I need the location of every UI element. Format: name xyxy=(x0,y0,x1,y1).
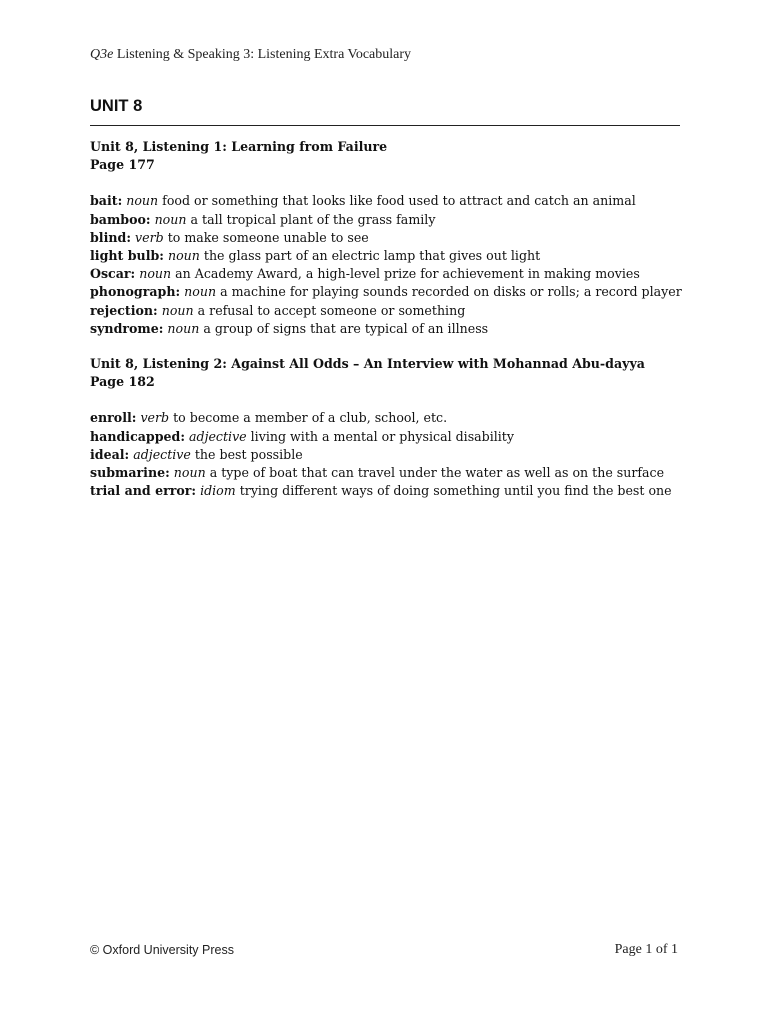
vocab-term: handicapped: xyxy=(90,428,185,444)
vocab-definition: a tall tropical plant of the grass family xyxy=(190,211,436,227)
part-of-speech: verb xyxy=(140,410,170,426)
vocab-definition: the best possible xyxy=(194,446,303,462)
vocab-entry xyxy=(90,283,690,301)
publisher-copyright: © Oxford University Press xyxy=(90,943,234,957)
page-number: Page 1 of 1 xyxy=(614,942,678,957)
vocab-entry xyxy=(90,211,690,229)
vocab-term: Oscar: xyxy=(90,266,136,282)
part-of-speech: noun xyxy=(184,284,217,300)
document-title: Listening & Speaking 3: Listening Extra Vocabulary xyxy=(113,47,412,62)
section-listening-1 xyxy=(90,138,690,338)
vocab-definition: to become a member of a club, school, etc. xyxy=(173,410,448,426)
vocab-entry xyxy=(90,320,690,338)
part-of-speech: noun xyxy=(167,320,200,336)
unit-divider xyxy=(90,125,680,126)
vocab-term: bait: xyxy=(90,193,123,209)
section-page-reference: Page 177 xyxy=(90,157,155,173)
part-of-speech: adjective xyxy=(189,428,247,444)
vocab-term: bamboo: xyxy=(90,211,151,227)
vocab-definition: a group of signs that are typical of an illness xyxy=(203,320,489,336)
vocab-entry xyxy=(90,428,690,446)
vocab-entry xyxy=(90,446,690,464)
vocab-definition: an Academy Award, a high-level prize for achievement in making movies xyxy=(175,266,640,282)
vocab-entry xyxy=(90,482,690,500)
vocabulary-content xyxy=(90,138,690,517)
part-of-speech: noun xyxy=(173,465,206,481)
vocab-definition: living with a mental or physical disability xyxy=(250,428,514,444)
series-name: Q3e xyxy=(90,47,114,62)
vocab-entry xyxy=(90,409,690,427)
vocab-term: phonograph: xyxy=(90,284,181,300)
vocab-term: blind: xyxy=(90,229,131,245)
vocab-definition: a type of boat that can travel under the water as well as on the surface xyxy=(209,465,665,481)
vocab-term: submarine: xyxy=(90,465,170,481)
vocab-definition: trying different ways of doing something until you find the best one xyxy=(239,483,672,499)
running-header xyxy=(90,47,411,63)
vocab-definition: the glass part of an electric lamp that gives out light xyxy=(203,248,541,264)
vocab-entry xyxy=(90,302,690,320)
section-heading: Unit 8, Listening 1: Learning from Failure xyxy=(90,139,388,154)
vocab-definition: a refusal to accept someone or something xyxy=(197,302,466,318)
vocab-entry xyxy=(90,247,690,265)
vocab-term: light bulb: xyxy=(90,248,164,264)
part-of-speech: noun xyxy=(167,248,200,264)
unit-title: UNIT 8 xyxy=(90,97,143,115)
vocab-term: trial and error: xyxy=(90,483,197,499)
vocab-entry xyxy=(90,265,690,283)
vocab-definition: food or something that looks like food used to attract and catch an animal xyxy=(162,193,636,209)
vocab-definition: a machine for playing sounds recorded on disks or rolls; a record player xyxy=(220,284,682,300)
part-of-speech: noun xyxy=(161,302,194,318)
vocab-term: syndrome: xyxy=(90,320,164,336)
part-of-speech: verb xyxy=(135,229,164,245)
vocab-term: enroll: xyxy=(90,410,137,426)
section-listening-2 xyxy=(90,355,690,500)
vocab-entry xyxy=(90,464,690,482)
vocab-entry xyxy=(90,229,690,247)
part-of-speech: noun xyxy=(139,266,172,282)
section-page-reference: Page 182 xyxy=(90,374,155,390)
part-of-speech: adjective xyxy=(133,446,191,462)
part-of-speech: noun xyxy=(154,211,187,227)
vocab-term: ideal: xyxy=(90,446,130,462)
part-of-speech: idiom xyxy=(200,483,236,499)
vocab-definition: to make someone unable to see xyxy=(167,229,369,245)
section-heading: Unit 8, Listening 2: Against All Odds – An Interview with Mohannad Abu-dayya xyxy=(90,356,645,372)
part-of-speech: noun xyxy=(126,193,159,209)
vocab-term: rejection: xyxy=(90,302,158,318)
vocab-entry xyxy=(90,192,690,210)
